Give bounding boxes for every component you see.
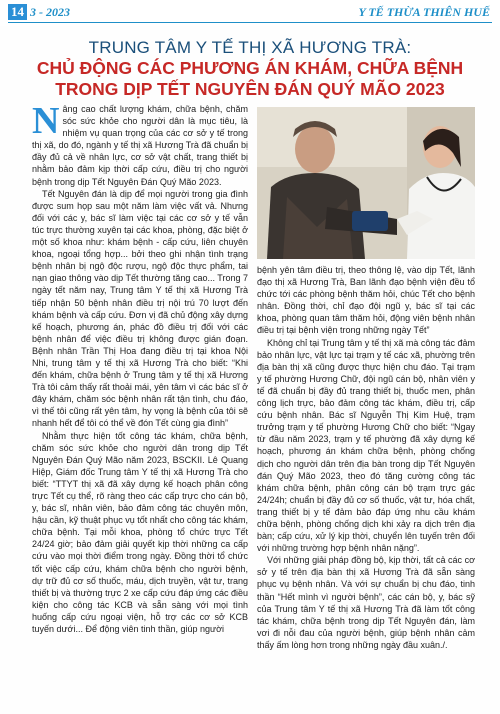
- magazine-name: Y TẾ THỪA THIÊN HUẾ: [358, 5, 490, 19]
- article-column-1: [32, 100, 248, 635]
- page-header: [0, 0, 500, 26]
- article-photo: [257, 107, 475, 259]
- drop-cap: N: [32, 100, 60, 142]
- paragraph: Không chỉ tại Trung tâm y tế thị xã mà công tác đảm bảo nhân lực, vật lực tại trạm y tế các xã, phường trên địa bàn thị xã cũng được thực hiện chu đáo. Tại trạm y tế phường Hương Chữ, đội ngũ cán bộ, nhân viên y tế đã chuẩn bị đầy đủ trang thiết bị, thuốc men, phân công lịch trực, bảo đảm công tác khám, điều trị, cấp cứu bệnh nhân. Bác sĩ Nguyễn Thị Kim Huệ, trạm trưởng trạm y tế phường Hương Chữ cho biết: “Ngay từ đầu năm 2023, trạm y tế phường đã xây dựng kế hoạch, phương án khám chữa bệnh, phòng chống dịch cho người dân trên địa bàn trong dịp Tết Nguyên đán Quý Mão 2023, theo đó tăng cường công tác khám chữa bệnh, phân công cán bộ trạm trực gác 24/24h; chuẩn bị đầy đủ cơ số thuốc, vật tư, hóa chất, trang thiết bị y tế đảm bảo đáp ứng nhu cầu khám chữa bệnh, phòng chống dịch khi xảy ra dịch trên địa bàn; cấp cứu, xử lý kịp thời, chuyển lên tuyến trên đối với những trường hợp bệnh nhân nặng”.: [257, 337, 475, 554]
- paragraph: bệnh yên tâm điều trị, theo thông lệ, vào dịp Tết, lãnh đạo thị xã Hương Trà, Ban lãnh đạo bệnh viện đều tổ chức tới các phòng bệnh thăm hỏi, chúc Tết cho bệnh nhân. Đồng thời, chỉ đạo đội ngũ y, bác sĩ tại các khoa, phòng quan tâm thăm hỏi, động viên bệnh nhân điều trị tại bệnh viện trong những ngày Tết”: [257, 265, 475, 336]
- article-title: CHỦ ĐỘNG CÁC PHƯƠNG ÁN KHÁM, CHỮA BỆNH TRONG DỊP TẾT NGUYÊN ĐÁN QUÝ MÃO 2023: [36, 58, 464, 99]
- header-rule: [8, 22, 492, 23]
- photo-illustration: [257, 107, 475, 259]
- paragraph: Nhằm thực hiện tốt công tác khám, chữa bệnh, chăm sóc sức khỏe cho người dân trong dịp Tết Nguyên Đán Quý Mão năm 2023, BSCKII. Lê Quang Hiệp, Giám đốc Trung tâm Y tế thị xã Hương Trà cho biết: “TTYT thị xã đã xây dựng kế hoạch phân công trực Tết cụ thể, rõ ràng theo các cấp trực cho cán bộ, y, bác sĩ, nhân viên, bảo đảm công tác chuyên môn, hậu cần, kỹ thuật phục vụ tốt nhất cho công tác khám, chữa bệnh. Tại mỗi khoa, phòng tổ chức trực Tết 24/24 giờ; bảo đảm giải quyết kịp thời những ca cấp cứu vào mọi thời điểm trong ngày. Đồng thời tổ chức tốt việc cấp cứu, khám chữa bệnh cho người bệnh, dự trữ đủ cơ số thuốc, máu, dịch truyền, vật tư, trang thiết bị và thường trực 2 xe cấp cứu đáp ứng các điều kiện cho công tác KCB và sẵn sàng với mọi tình huống cấp cứu ngoại viện, hỗ trợ các cơ sở KCB tuyến dưới... Để động viên tinh thần, giúp người: [32, 430, 248, 635]
- paragraph: âng cao chất lượng khám, chữa bệnh, chăm sóc sức khỏe cho người dân là mục tiêu, là nhiệm vụ quan trọng của các cơ sở y tế trong thị xã, do đó, ngành y tế thị xã Hương Trà đã chuẩn bị đầy đủ cả về nhân lực, cơ sở vật chất, trang thiết bị nhằm bảo đảm kịp thời cấp cứu, điều trị cho người bệnh trong dịp Tết Nguyên Đán Quý Mão 2023.: [32, 104, 248, 187]
- paragraph: Tết Nguyên đán là dịp để mọi người trong gia đình được sum họp sau một năm làm việc vất vả. Nhưng đối với các y, bác sĩ làm việc tại các cơ sở y tế vẫn túc trực thường xuyên tại các khoa, phòng, đặc biệt ở một số khoa như: khám bệnh - cấp cứu, liên chuyên khoa, ngoại tổng hợp... bởi theo ghi nhận tình trạng bệnh nhân bị ngộ độc rượu, ngộ độc thực phẩm, tai nạn giao thông vào dịp Tết thường tăng cao... Trong 7 ngày tết năm nay, Trung tâm Y tế thị xã Hương Trà tiếp nhận 50 bệnh nhân điều trị nội trú 70 lượt đến khám bệnh và cấp cứu. Đơn vị đã chủ động xây dựng kế hoạch, phương án, phác đồ điều trị đối với các bệnh nhân để việc điều trị không được gián đoạn. Bệnh nhân Trần Thị Hoa đang điều trị tại khoa Nội Nhi, trung tâm y tế thị xã Hương Trà cho biết: “Khi đến khám, chữa bệnh ở Trung tâm y tế thị xã Hương Trà tôi cảm thấy rất thoải mái, yên tâm vì các bác sĩ ở đây khám, chăm sóc bệnh nhân rất tận tình, chu đáo, vì thế tôi cũng rất yên tâm, hy vọng là bệnh của tôi sẽ nhanh hết để tôi có thể về đón Tết cùng gia đình”: [32, 188, 248, 429]
- article-kicker: TRUNG TÂM Y TẾ THỊ XÃ HƯƠNG TRÀ:: [88, 38, 412, 57]
- photo-bottom-border: [257, 259, 475, 263]
- issue-label: 3 - 2023: [30, 5, 70, 19]
- paragraph: Với những giải pháp đồng bộ, kịp thời, tất cả các cơ sở y tế trên địa bàn thị xã Hương Trà đã sẵn sàng phục vụ bệnh nhân. Và với sự chuẩn bị chu đáo, tinh thần “Hết mình vì người bệnh”, các cán bộ, y, bác sỹ của Trung tâm Y tế thị xã Hương Trà đã làm tốt công tác khám, chữa bệnh trong dịp Tết Nguyên đán, làm vơi đi nỗi đau của người bệnh, giúp bệnh nhân cảm thấy ấm lòng hơn trong những ngày đầu xuân./.: [257, 555, 475, 650]
- article-column-2: [257, 264, 475, 651]
- page-number: 14: [8, 4, 27, 20]
